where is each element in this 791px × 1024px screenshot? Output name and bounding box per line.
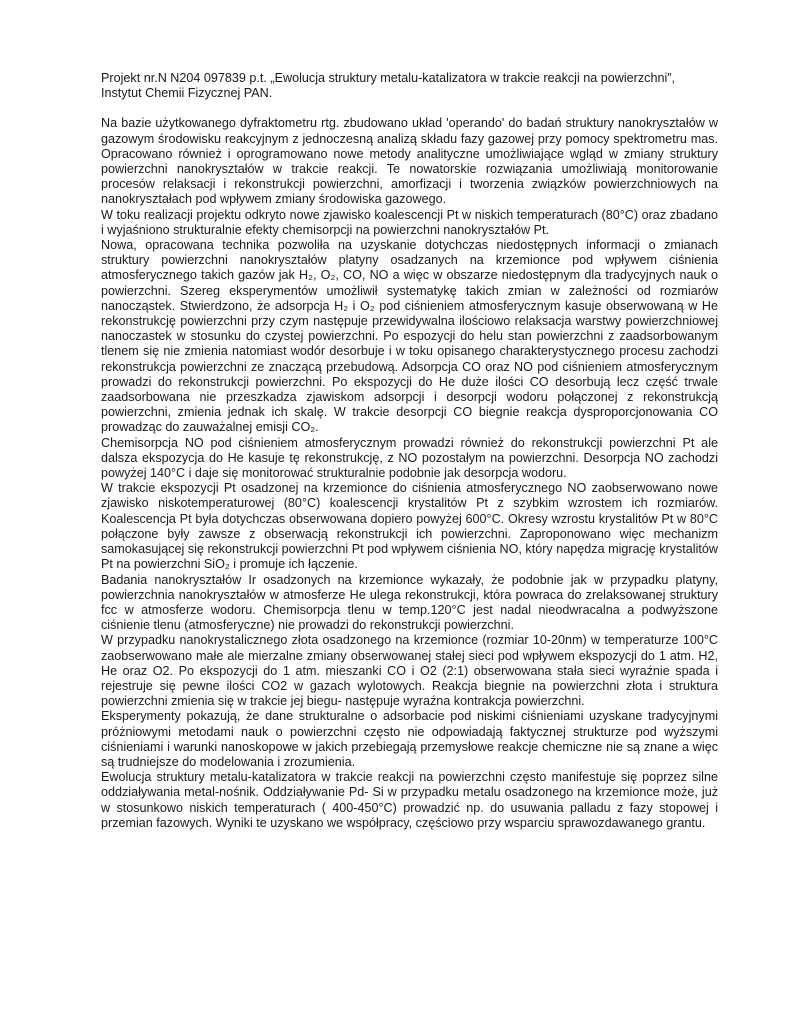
- paragraph-operando-setup: Na bazie użytkowanego dyfraktometru rtg. zbudowano układ 'operando' do badań struktury nanokryształów w gazowym środowisku reakcyjnym z jednoczesną analizą składu fazy gazowej przy pomocy spektrometru mas. Opracowano również i oprogramowano nowe metody analityczne umożliwiające wgląd w zmiany struktury powierzchni nanokryształów w trakcie reakcji. Te nowatorskie rozwiązania umożliwiają monitorowanie procesów relaksacji i rekonstrukcji powierzchni, amorfizacji i tworzenia związków powierzchniowych na nanokryształach pod wpływem zmiany środowiska gazowego.: [101, 116, 718, 207]
- document-page: [101, 71, 718, 831]
- paragraph-coalescence-discovery: W toku realizacji projektu odkryto nowe zjawisko koalescencji Pt w niskich temperaturach (80°C) oraz zbadano i wyjaśniono strukturalnie efekty chemisorpcji na powierzchni nanokryształów Pt.: [101, 207, 718, 237]
- paragraph-gold-nanocrystals: W przypadku nanokrystalicznego złota osadzonego na krzemionce (rozmiar 10-20nm) w temperaturze 100°C zaobserwowano małe ale mierzalne zmiany obserwowanej stałej sieci pod wpływem ekspozycji do 1 atm. H2, He oraz O2. Po ekspozycji do 1 atm. mieszanki CO i O2 (2:1) obserwowana stała sieci wyraźnie spada i rejestruje się pewne ilości CO2 w gazach wylotowych. Reakcja biegnie na powierzchni złota i struktura powierzchni zmienia się w trakcie jej biegu- następuje wyraźna kontrakcja powierzchni.: [101, 633, 718, 709]
- paragraph-pt-surface-gases: Nowa, opracowana technika pozwoliła na uzyskanie dotychczas niedostępnych informacji o zmianach struktury powierzchni nanokryształów platyny osadzanych na krzemionce pod wpływem ciśnienia atmosferycznego takich gazów jak H₂, O₂, CO, NO a więc w obszarze niedostępnym dla tradycyjnych nauk o powierzchni. Szereg eksperymentów umożliwił systematykę takich zmian w zależności od rozmiarów nanocząstek. Stwierdzono, że adsorpcja H₂ i O₂ pod ciśnieniem atmosferycznym kasuje obserwowaną w He rekonstrukcję powierzchni przy czym następuje przewidywalna ilościowo relaksacja warstwy powierzchniowej nanoczastek w stosunku do czystej powierzchni. Po espozycji do helu stan powierzchni z zaadsorbowanym tlenem się nie zmienia natomiast wodór desorbuje i w toku opisanego charakterystycznego procesu zachodzi rekonstrukcja powierzchni ze znaczącą przebudową. Adsorpcja CO oraz NO pod ciśnieniem atmosferycznym prowadzi do rekonstrukcji powierzchni. Po ekspozycji do He duże ilości CO desorbują lecz część trwale zaadsorbowana nie przeszkadza zjawiskom adsorpcji i desorpcji wodoru połączonej z rekonstrukcją powierzchni, zmienia jednak ich skalę. W trakcie desorpcji CO biegnie reakcja dysproporcjonowania CO prowadząc do zauważalnej emisji CO₂.: [101, 238, 718, 435]
- paragraph-experiments-conclusion: Eksperymenty pokazują, że dane strukturalne o adsorbacie pod niskimi ciśnieniami uzyskane tradycyjnymi próżniowymi metodami nauk o powierzchni często nie odpowiadają faktycznej strukturze pod wyższymi ciśnieniami i warunki nanoskopowe w jakich przebiegają przemysłowe reakcje chemiczne nie są znane a więc są trudniejsze do modelowania i zrozumienia.: [101, 709, 718, 769]
- paragraph-ir-nanocrystals: Badania nanokryształów Ir osadzonych na krzemionce wykazały, że podobnie jak w przypadku platyny, powierzchnia nanokryształów w atmosferze He ulega rekonstrukcji, która powraca do zrelaksowanej struktury fcc w atmosferze wodoru. Chemisorpcja tlenu w temp.120°C jest nadal nieodwracalna a podwyższone ciśnienie tlenu (atmosferyczne) nie prowadzi do rekonstrukcji powierzchni.: [101, 572, 718, 633]
- paragraph-pt-coalescence: W trakcie ekspozycji Pt osadzonej na krzemionce do ciśnienia atmosferycznego NO zaobserwowano nowe zjawisko niskotemperaturowej (80°C) koalescencji krystalitów Pt z szybkim wzrostem ich rozmiarów. Koalescencja Pt była dotychczas obserwowana dopiero powyżej 600°C. Okresy wzrostu krystalitów Pt w 80°C połączone były zawsze z obserwacją rekonstrukcji ich powierzchni. Zaproponowano więc mechanizm samokasującej się rekonstrukcji powierzchni Pt pod wpływem ciśnienia NO, który napędza migrację krystalitów Pt na powierzchni SiO₂ i promuje ich łączenie.: [101, 481, 718, 572]
- paragraph-no-chemisorption: Chemisorpcja NO pod ciśnieniem atmosferycznym prowadzi również do rekonstrukcji powierzchni Pt ale dalsza ekspozycja do He kasuje tę rekonstrukcję, z NO pozostałym na powierzchni. Desorpcja NO zachodzi powyżej 140°C i daje się monitorować strukturalnie podobnie jak desorpcja wodoru.: [101, 435, 718, 481]
- project-header: Projekt nr.N N204 097839 p.t. „Ewolucja struktury metalu-katalizatora w trakcie reakcji na powierzchni”, Instytut Chemii Fizycznej PAN.: [101, 71, 675, 101]
- paragraph-metal-support-interaction: Ewolucja struktury metalu-katalizatora w trakcie reakcji na powierzchni często manifestuje się poprzez silne oddziaływania metal-nośnik. Oddziaływanie Pd- Si w przypadku metalu osadzonego na krzemionce może, już w stosunkowo niskich temperaturach ( 400-450°C) prowadzić np. do usuwania palladu z fazy stopowej i przemian fazowych. Wyniki te uzyskano we współpracy, częściowo przy wsparciu sprawozdawanego grantu.: [101, 770, 718, 830]
